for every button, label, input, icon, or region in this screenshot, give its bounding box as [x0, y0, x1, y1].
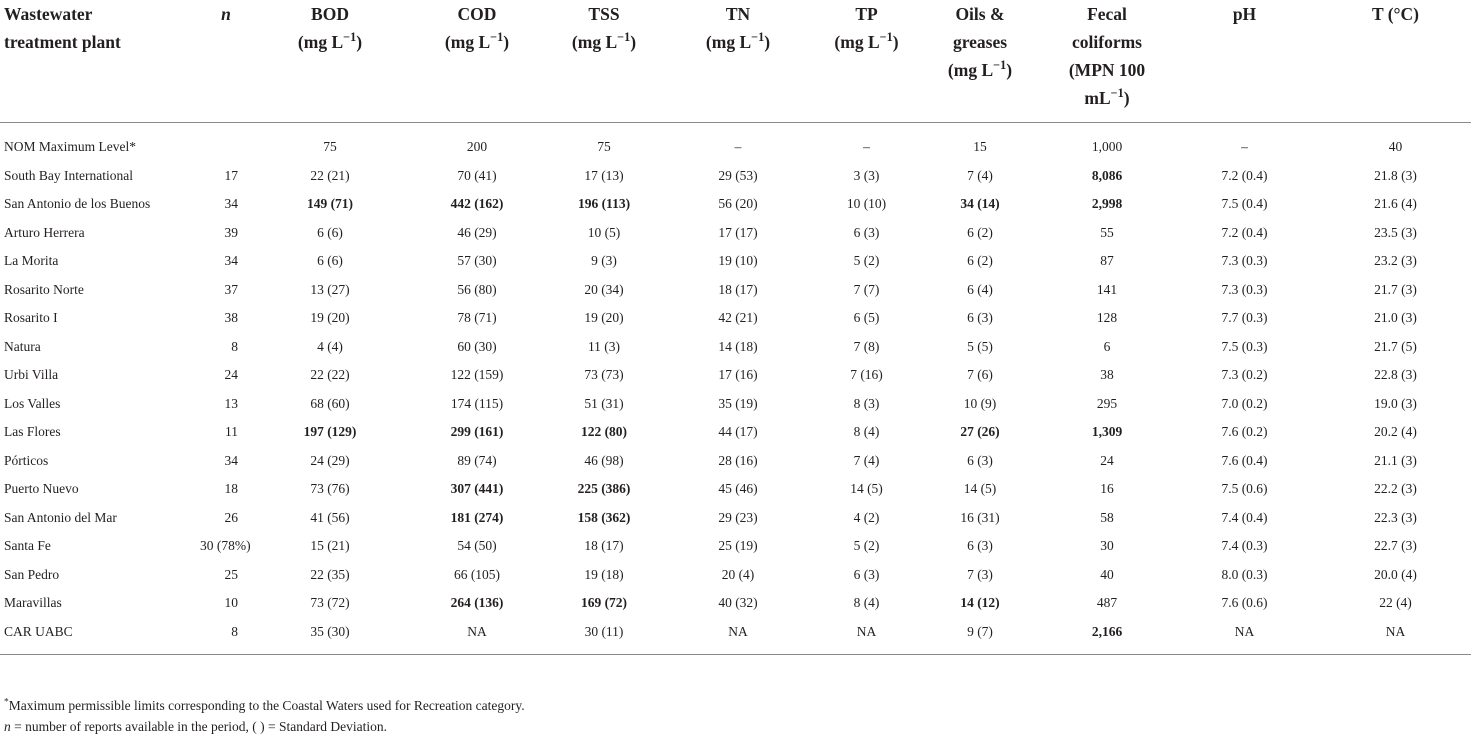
table-row [0, 333, 1471, 362]
footnote-n [4, 716, 525, 737]
cell-oils: 6 (4) [967, 281, 993, 297]
header-text: greases [952, 32, 1008, 52]
cell-cod: NA [404, 618, 550, 655]
cell-tss: 196 (113) [577, 196, 631, 211]
col-header-oils [915, 0, 1045, 123]
cell-cod: 442 (162) [450, 196, 504, 211]
cell-tn: 17 (16) [718, 367, 758, 382]
cell-fecal: 6 [1103, 338, 1111, 354]
cell-cod: 299 (161) [450, 424, 504, 439]
cell-tp: 6 (5) [853, 310, 880, 325]
cell-plant: Urbi Villa [4, 367, 59, 382]
cell-tss: 73 (73) [584, 367, 624, 382]
unit-text: (mg L [297, 32, 344, 52]
cell-cod: 56 (80) [457, 281, 497, 297]
col-header-tss [550, 0, 658, 123]
cell-n: 34 [224, 253, 238, 268]
cell-ph: 8.0 (0.3) [1221, 566, 1268, 582]
cell-fecal: 141 [1096, 281, 1118, 297]
header-text: pH [1232, 4, 1257, 24]
table-row [0, 304, 1471, 333]
cell-temp: NA [1320, 618, 1471, 655]
cell-n: 34 [224, 452, 238, 468]
table-row [0, 162, 1471, 191]
cell-bod: 6 (6) [317, 224, 343, 240]
table-row [0, 219, 1471, 248]
cell-oils: 14 (5) [963, 481, 997, 496]
cell-plant: Rosarito Norte [4, 281, 84, 297]
unit-exponent: −1 [751, 30, 765, 45]
unit-text: (mg L [444, 32, 491, 52]
cell-plant: San Antonio de los Buenos [4, 196, 151, 211]
cell-oils: 16 (31) [960, 509, 1000, 525]
cell-plant: Maravillas [4, 595, 62, 610]
cell-tss: 46 (98) [584, 452, 624, 468]
cell-cod: 181 (274) [450, 509, 504, 525]
cell-ph: 7.6 (0.2) [1221, 424, 1268, 439]
cell-bod: 4 (4) [317, 338, 343, 354]
header-text: coliforms [1072, 32, 1142, 52]
cell-plant: Las Flores [4, 424, 61, 439]
cell-temp: 21.1 (3) [1374, 452, 1417, 468]
cell-oils: 10 (9) [963, 395, 997, 411]
cell-cod: 60 (30) [457, 338, 497, 354]
cell-temp: 22.8 (3) [1374, 367, 1417, 382]
cell-cod: 70 (41) [457, 167, 497, 183]
cell-n: 38 [224, 310, 238, 325]
cell-cod: 57 (30) [457, 253, 497, 268]
header-text: TSS [588, 4, 620, 24]
unit-text: ) [356, 32, 363, 52]
cell-tn: 29 (23) [718, 509, 758, 525]
header-text: (MPN 100 [1068, 60, 1146, 80]
unit-text: ) [892, 32, 899, 52]
cell-tss: 19 (20) [584, 310, 624, 325]
cell-plant: NOM Maximum Level* [4, 139, 136, 154]
cell-plant: Pórticos [4, 452, 49, 468]
cell-ph: – [1241, 139, 1248, 154]
cell-tss: 18 (17) [584, 538, 624, 553]
table-footnotes [4, 695, 525, 737]
cell-temp: 21.8 (3) [1374, 167, 1417, 183]
cell-fecal: 38 [1100, 367, 1114, 382]
cell-temp: 40 [1388, 139, 1403, 154]
cell-tp: 8 (4) [853, 595, 880, 610]
cell-tp: 5 (2) [853, 253, 880, 268]
footnote-symbol: n [4, 719, 11, 734]
cell-tn: 17 (17) [718, 224, 758, 240]
cell-cod: 54 (50) [457, 538, 497, 553]
cell-tn: NA [658, 618, 818, 655]
cell-ph: 7.4 (0.3) [1221, 538, 1268, 553]
cell-bod: 68 (60) [310, 395, 350, 411]
cell-cod: 200 [466, 139, 488, 154]
cell-tss: 11 (3) [587, 338, 621, 354]
cell-ph: 7.0 (0.2) [1221, 395, 1268, 411]
cell-temp: 23.2 (3) [1374, 253, 1417, 268]
table-row [0, 390, 1471, 419]
cell-plant: CAR UABC [0, 618, 196, 655]
table-body [0, 123, 1471, 655]
cell-tp: 3 (3) [853, 167, 880, 183]
cell-bod: 6 (6) [317, 253, 343, 268]
cell-n: 25 [224, 566, 238, 582]
cell-oils: 6 (2) [967, 253, 993, 268]
cell-plant: San Pedro [4, 566, 60, 582]
unit-exponent: −1 [343, 30, 357, 45]
cell-tn: 25 (19) [718, 538, 758, 553]
table-row [0, 447, 1471, 476]
table-row [0, 418, 1471, 447]
cell-fecal: 30 [1100, 538, 1114, 553]
unit-text: ) [764, 32, 771, 52]
cell-plant: La Morita [4, 253, 59, 268]
cell-temp: 21.7 (3) [1374, 281, 1417, 297]
cell-oils: 7 (4) [967, 167, 993, 183]
cell-n: 39 [224, 224, 238, 240]
header-text: COD [457, 4, 497, 24]
cell-bod: 73 (76) [310, 481, 350, 496]
cell-tp: 7 (7) [853, 281, 880, 297]
col-header-tp [818, 0, 915, 123]
col-header-temp [1320, 0, 1471, 123]
cell-plant: Puerto Nuevo [4, 481, 79, 496]
cell-n: 13 [224, 395, 238, 411]
cell-cod: 46 (29) [457, 224, 497, 240]
cell-fecal: 87 [1100, 253, 1114, 268]
cell-cod: 174 (115) [450, 395, 504, 411]
col-header-ph [1169, 0, 1320, 123]
unit-exponent: −1 [879, 30, 893, 45]
cell-oils: 34 (14) [960, 196, 1000, 211]
cell-temp: 20.0 (4) [1374, 566, 1417, 582]
cell-fecal: 2,166 [1045, 618, 1169, 655]
header-text: n [221, 4, 231, 24]
footnote-text: Maximum permissible limits corresponding to the Coastal Waters used for Recreation category. [8, 698, 525, 713]
cell-ph: 7.6 (0.6) [1221, 595, 1268, 610]
table-row [0, 618, 1471, 655]
cell-n: 37 [224, 281, 238, 297]
cell-fecal: 24 [1100, 452, 1114, 468]
cell-plant: Santa Fe [4, 538, 51, 553]
header-text: Fecal [1087, 4, 1127, 24]
cell-tp: 14 (5) [850, 481, 883, 496]
footnote-text: = number of reports available in the period, ( ) = Standard Deviation. [10, 719, 387, 734]
cell-tn: 35 (19) [718, 395, 758, 411]
table-row [0, 276, 1471, 305]
cell-tp: 4 (2) [853, 509, 880, 525]
cell-bod: 22 (21) [310, 167, 350, 183]
cell-cod: 307 (441) [450, 481, 504, 496]
cell-fecal: 16 [1100, 481, 1114, 496]
col-header-plant [0, 0, 196, 123]
cell-tn: 42 (21) [718, 310, 758, 325]
cell-temp: 21.0 (3) [1374, 310, 1417, 325]
cell-bod: 41 (56) [310, 509, 350, 525]
cell-oils: 6 (3) [967, 310, 993, 325]
cell-fecal: 128 [1096, 310, 1118, 325]
table-row [0, 589, 1471, 618]
cell-temp: 22.7 (3) [1374, 538, 1417, 553]
table-row [0, 561, 1471, 590]
table-row [0, 532, 1471, 561]
cell-ph: 7.5 (0.4) [1221, 196, 1268, 211]
cell-cod: 66 (105) [453, 566, 501, 582]
cell-oils: 7 (3) [967, 566, 993, 582]
cell-oils: 6 (3) [967, 538, 993, 553]
cell-cod: 264 (136) [450, 595, 504, 610]
cell-n: 10 [224, 595, 238, 610]
cell-tp: 5 (2) [853, 538, 880, 553]
cell-bod: 15 (21) [310, 538, 350, 553]
cell-plant: Los Valles [4, 395, 61, 411]
cell-fecal: 1,309 [1091, 424, 1123, 439]
header-text: Wastewater [4, 4, 93, 24]
cell-tss: 158 (362) [577, 509, 631, 525]
unit-exponent: −1 [993, 58, 1007, 73]
unit-text: (mg L [834, 32, 880, 52]
cell-tn: 44 (17) [718, 424, 758, 439]
table-row [0, 475, 1471, 504]
cell-fecal: 1,000 [1091, 139, 1123, 154]
cell-fecal: 40 [1100, 566, 1114, 582]
col-header-cod [404, 0, 550, 123]
cell-tp: 6 (3) [853, 566, 880, 582]
table-row [0, 247, 1471, 276]
cell-cod: 78 (71) [457, 310, 497, 325]
unit-text: (mg L [947, 60, 994, 80]
cell-tss: 10 (5) [587, 224, 621, 240]
cell-ph: 7.3 (0.3) [1221, 253, 1268, 268]
header-row [0, 0, 1471, 123]
cell-cod: 89 (74) [457, 452, 497, 468]
cell-bod: 24 (29) [310, 452, 350, 468]
cell-ph: 7.5 (0.6) [1221, 481, 1268, 496]
unit-text: mL [1084, 88, 1111, 108]
unit-text: ) [1123, 88, 1130, 108]
cell-ph: 7.2 (0.4) [1221, 224, 1268, 240]
cell-ph: NA [1169, 618, 1320, 655]
cell-tp: NA [818, 618, 915, 655]
cell-plant: Arturo Herrera [4, 224, 85, 240]
cell-bod: 73 (72) [310, 595, 350, 610]
cell-tss: 75 [597, 139, 611, 154]
cell-oils: 15 [973, 139, 987, 154]
header-text: treatment plant [4, 32, 121, 52]
cell-bod: 75 [323, 139, 337, 154]
unit-text: ) [1006, 60, 1013, 80]
cell-ph: 7.5 (0.3) [1221, 338, 1268, 354]
cell-ph: 7.3 (0.2) [1221, 367, 1268, 382]
cell-n: 18 [224, 481, 238, 496]
cell-tp: 7 (8) [853, 338, 880, 354]
cell-bod: 22 (35) [310, 566, 350, 582]
footnote-marker: * [4, 697, 9, 708]
cell-tn: 20 (4) [721, 566, 755, 582]
cell-tss: 17 (13) [584, 167, 624, 183]
unit-exponent: −1 [1110, 86, 1124, 101]
cell-plant: Rosarito I [4, 310, 58, 325]
cell-tn: 56 (20) [718, 196, 758, 211]
cell-oils: 7 (6) [967, 367, 993, 382]
cell-n [196, 123, 256, 162]
header-text: TN [725, 4, 751, 24]
header-text: BOD [311, 4, 349, 24]
cell-tp: 7 (16) [850, 367, 883, 382]
cell-ph: 7.2 (0.4) [1221, 167, 1268, 183]
cell-bod: 197 (129) [303, 424, 357, 439]
cell-tp: – [863, 139, 870, 154]
cell-ph: 7.4 (0.4) [1221, 509, 1268, 525]
cell-tn: 28 (16) [718, 452, 758, 468]
cell-oils: 5 (5) [967, 338, 993, 354]
cell-temp: 22.3 (3) [1374, 509, 1417, 525]
cell-tn: 40 (32) [718, 595, 758, 610]
cell-tp: 6 (3) [853, 224, 880, 240]
cell-temp: 21.7 (5) [1374, 338, 1417, 354]
cell-tp: 7 (4) [853, 452, 880, 468]
cell-n: 17 [224, 167, 238, 183]
col-header-fecal [1045, 0, 1169, 123]
cell-plant: South Bay International [4, 167, 133, 183]
unit-exponent: −1 [490, 30, 504, 45]
header-text: T (°C) [1371, 4, 1420, 24]
cell-oils: 9 (7) [915, 618, 1045, 655]
table-row [0, 361, 1471, 390]
cell-n: 30 (78%) [200, 538, 251, 553]
cell-tss: 51 (31) [584, 395, 624, 411]
cell-tn: 29 (53) [718, 167, 758, 183]
cell-temp: 23.5 (3) [1374, 224, 1417, 240]
table-row [0, 504, 1471, 533]
unit-text: (mg L [705, 32, 752, 52]
cell-tn: – [734, 139, 742, 154]
cell-tss: 20 (34) [584, 281, 624, 297]
cell-tp: 8 (3) [853, 395, 880, 411]
cell-tp: 8 (4) [853, 424, 880, 439]
cell-ph: 7.3 (0.3) [1221, 281, 1268, 297]
cell-fecal: 8,086 [1091, 167, 1123, 183]
footnote-nom [4, 695, 525, 716]
unit-text: (mg L [571, 32, 618, 52]
cell-n: 24 [224, 367, 238, 382]
cell-ph: 7.7 (0.3) [1221, 310, 1268, 325]
col-header-n [196, 0, 256, 123]
cell-tss: 19 (18) [584, 566, 624, 582]
cell-bod: 19 (20) [310, 310, 350, 325]
header-text: TP [855, 4, 878, 24]
cell-fecal: 58 [1100, 509, 1114, 525]
cell-plant: Natura [4, 338, 41, 354]
col-header-bod [256, 0, 404, 123]
cell-tss: 9 (3) [591, 253, 617, 268]
cell-fecal: 2,998 [1091, 196, 1123, 211]
cell-temp: 20.2 (4) [1374, 424, 1417, 439]
cell-oils: 6 (3) [967, 452, 993, 468]
cell-bod: 22 (22) [310, 367, 350, 382]
cell-temp: 22.2 (3) [1374, 481, 1417, 496]
cell-tp: 10 (10) [846, 196, 887, 211]
cell-tn: 45 (46) [718, 481, 758, 496]
cell-fecal: 55 [1100, 224, 1114, 240]
cell-bod: 35 (30) [256, 618, 404, 655]
cell-tss: 30 (11) [550, 618, 658, 655]
cell-tn: 14 (18) [718, 338, 758, 354]
unit-exponent: −1 [617, 30, 631, 45]
cell-ph: 7.6 (0.4) [1221, 452, 1268, 468]
cell-fecal: 487 [1096, 595, 1118, 610]
header-text: Oils & [955, 4, 1005, 24]
unit-text: ) [503, 32, 510, 52]
cell-tn: 19 (10) [718, 253, 758, 268]
cell-oils: 27 (26) [960, 424, 1000, 439]
cell-temp: 19.0 (3) [1374, 395, 1417, 411]
cell-bod: 13 (27) [310, 281, 350, 297]
cell-tss: 169 (72) [580, 595, 628, 610]
table-row [0, 190, 1471, 219]
cell-n: 34 [224, 196, 238, 211]
cell-plant: San Antonio del Mar [4, 509, 117, 525]
cell-tn: 18 (17) [718, 281, 758, 297]
cell-n: 26 [224, 509, 238, 525]
cell-bod: 149 (71) [306, 196, 354, 211]
cell-n: 11 [225, 424, 238, 439]
col-header-tn [658, 0, 818, 123]
table-row [0, 123, 1471, 162]
cell-oils: 14 (12) [960, 595, 1000, 610]
cell-temp: 21.6 (4) [1374, 196, 1417, 211]
cell-fecal: 295 [1096, 395, 1118, 411]
cell-cod: 122 (159) [450, 367, 504, 382]
cell-n: 8 [196, 618, 256, 655]
cell-temp: 22 (4) [1379, 595, 1412, 610]
cell-n: 8 [231, 338, 238, 354]
cell-tss: 225 (386) [577, 481, 631, 496]
cell-oils: 6 (2) [967, 224, 993, 240]
unit-text: ) [630, 32, 637, 52]
cell-tss: 122 (80) [580, 424, 628, 439]
